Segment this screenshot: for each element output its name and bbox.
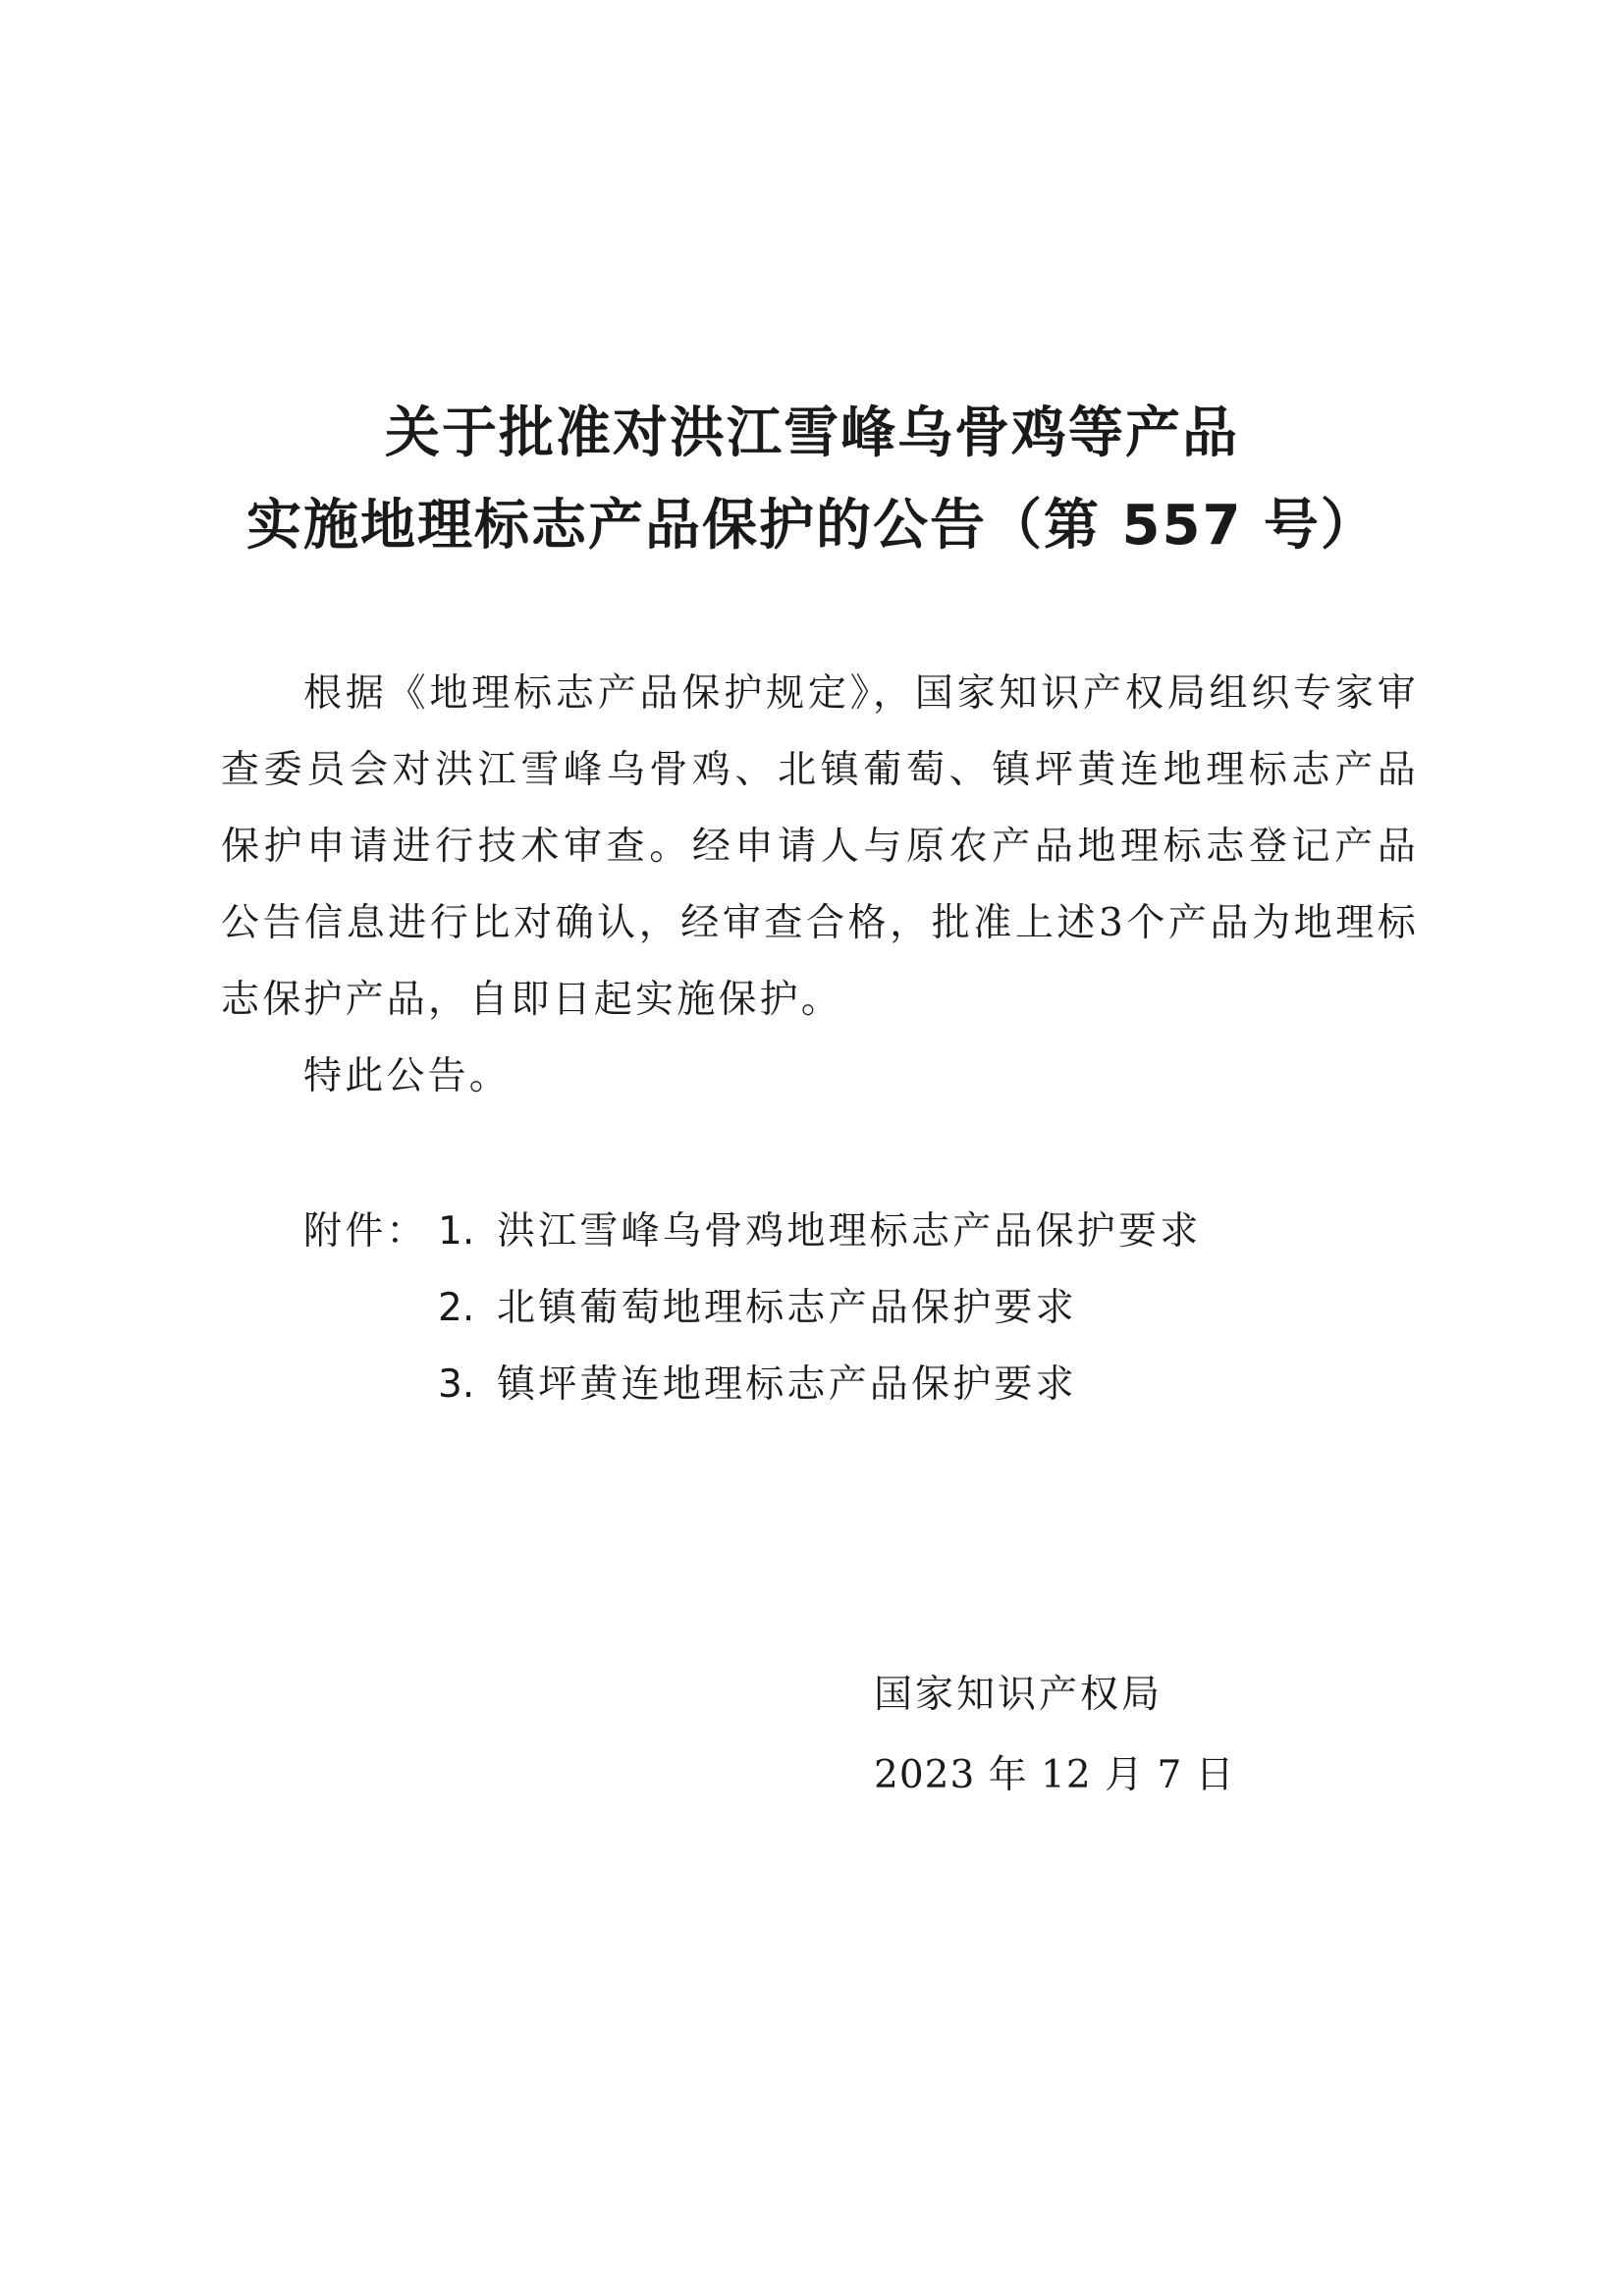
- document-title-line-2: 实施地理标志产品保护的公告（第 557 号）: [246, 494, 1378, 558]
- attachment-title: 洪江雪峰乌骨鸡地理标志产品保护要求: [497, 1209, 1202, 1254]
- closing-paragraph: 特此公告。: [303, 1054, 512, 1098]
- attachments-label-spacer: [303, 1270, 438, 1347]
- attachment-title: 北镇葡萄地理标志产品保护要求: [497, 1286, 1077, 1330]
- issue-date: 2023 年 12 月 7 日: [874, 1753, 1235, 1797]
- attachments-list: [303, 1194, 1201, 1423]
- attachments-label: 附件：: [303, 1209, 428, 1254]
- document-title-line-1: 关于批准对洪江雪峰乌骨鸡等产品: [385, 401, 1239, 465]
- attachments-label-spacer: [303, 1347, 438, 1423]
- signature-block: [874, 1655, 1235, 1816]
- attachment-item: [303, 1347, 1201, 1423]
- attachment-number: 3.: [438, 1362, 475, 1407]
- attachment-item: [303, 1270, 1201, 1347]
- issuer-name: 国家知识产权局: [874, 1673, 1164, 1717]
- attachment-number: 2.: [438, 1286, 475, 1330]
- attachment-title: 镇坪黄连地理标志产品保护要求: [497, 1362, 1077, 1407]
- attachment-item: [303, 1194, 1201, 1270]
- main-paragraph: 根据《地理标志产品保护规定》，国家知识产权局组织专家审查委员会对洪江雪峰乌骨鸡、北镇葡萄、镇坪黄连地理标志产品保护申请进行技术审查。经申请人与原农产品地理标志登记产品公告信息进行比对确认，经审查合格，批准上述3个产品为地理标志保护产品，自即日起实施保护。: [221, 671, 1419, 1022]
- attachment-number: 1.: [438, 1209, 475, 1254]
